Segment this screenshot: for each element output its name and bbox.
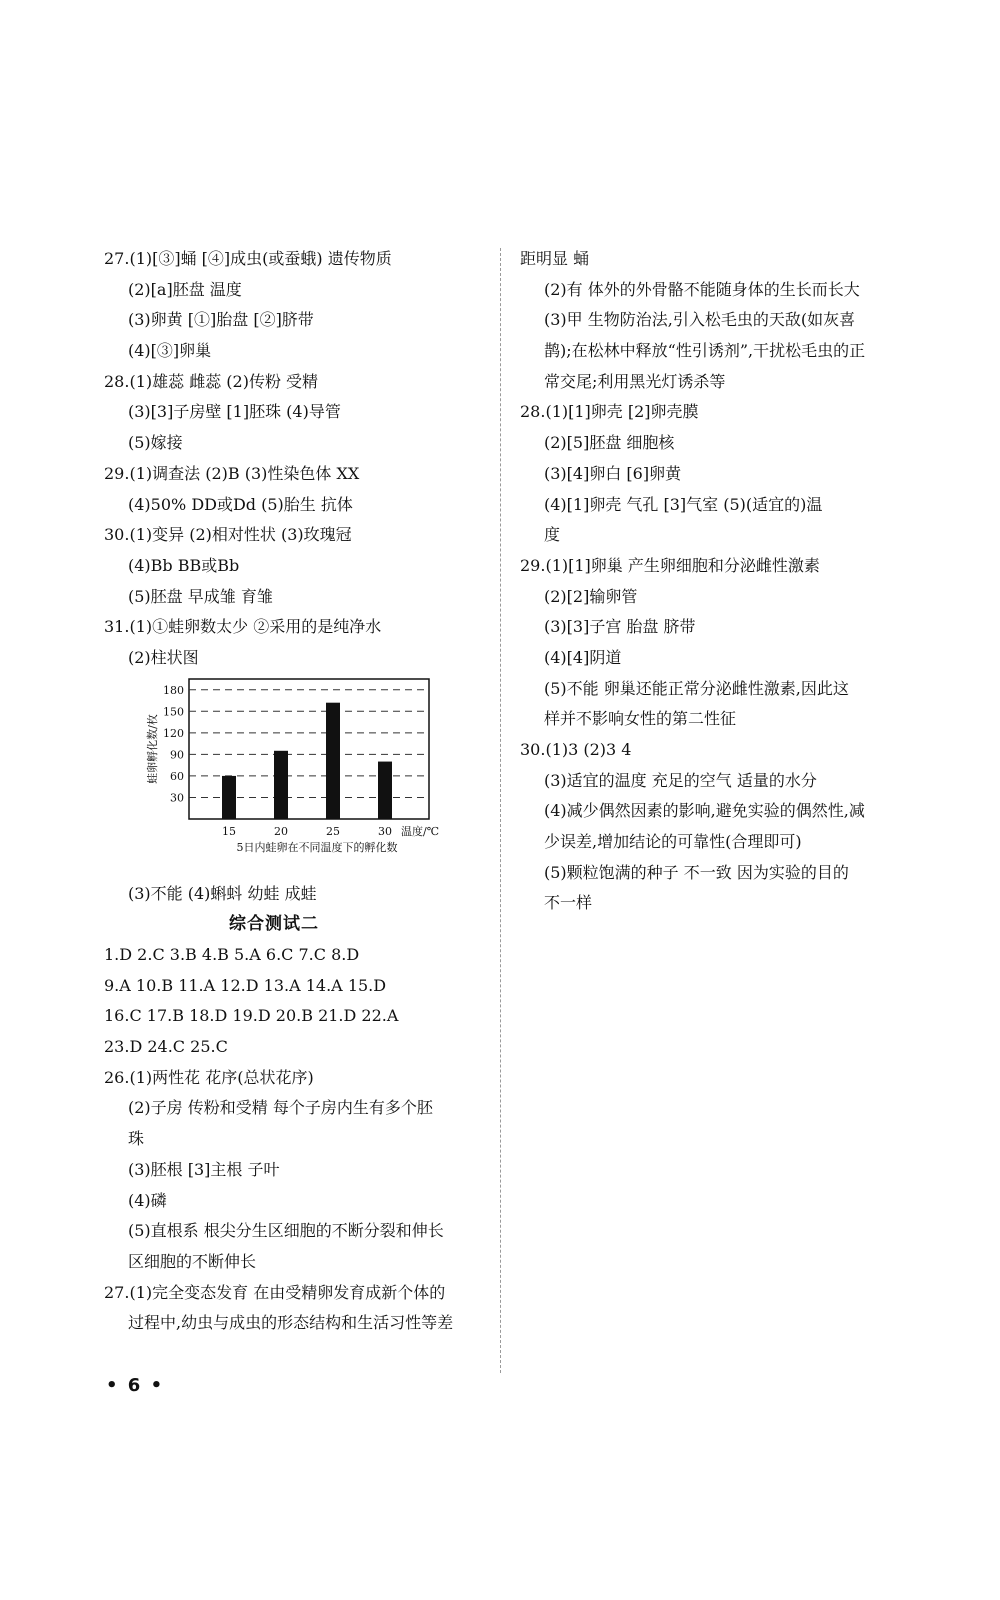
answer-line: (5)不能 卵巢还能正常分泌雌性激素,因此这 (544, 678, 849, 698)
answer-line: 9.A 10.B 11.A 12.D 13.A 14.A 15.D (104, 975, 387, 995)
answer-line: (5)直根系 根尖分生区细胞的不断分裂和伸长 (128, 1221, 444, 1241)
answer-line: 31.(1)①蛙卵数太少 ②采用的是纯净水 (104, 617, 382, 637)
y-tick-label: 60 (170, 769, 184, 783)
answer-line: (3)胚根 [3]主根 子叶 (128, 1159, 280, 1179)
y-tick-label: 180 (163, 683, 184, 697)
answer-line: (3)卵黄 [①]胎盘 [②]脐带 (128, 310, 314, 330)
answer-line: (4)磷 (128, 1190, 167, 1210)
answer-line: (4)减少偶然因素的影响,避免实验的偶然性,减 (544, 801, 865, 821)
left-answers-top (104, 244, 484, 674)
answer-line: (4)[4]阴道 (544, 647, 622, 667)
x-tick-label: 30 (378, 824, 392, 838)
answer-line: (4)50% DD或Dd (5)胎生 抗体 (128, 494, 353, 514)
answer-line: 距明显 蛹 (520, 249, 590, 268)
answer-line: (4)[1]卵壳 气孔 [3]气室 (5)(适宜的)温 (544, 494, 823, 514)
answer-line: (3)[3]子宫 胎盘 脐带 (544, 617, 696, 637)
answer-line: (3)不能 (4)蝌蚪 幼蛙 成蛙 (128, 883, 317, 903)
chart-caption: 5日内蛙卵在不同温度下的孵化数 (236, 840, 398, 854)
y-tick-label: 150 (163, 704, 184, 718)
answer-line: 30.(1)变异 (2)相对性状 (3)玫瑰冠 (104, 525, 352, 545)
answer-line: 27.(1)完全变态发育 在由受精卵发育成新个体的 (104, 1282, 446, 1302)
bar (378, 761, 392, 818)
answer-line: (3)[3]子房壁 [1]胚珠 (4)导管 (128, 402, 341, 422)
right-column (520, 244, 890, 919)
page-number: • 6 • (106, 1375, 165, 1396)
answer-line: 少误差,增加结论的可靠性(合理即可) (544, 832, 802, 852)
answer-line: (2)柱状图 (128, 647, 199, 667)
answer-line: 23.D 24.C 25.C (104, 1037, 228, 1057)
y-axis-label: 蛙卵孵化数/枚 (146, 713, 159, 784)
answer-line: 度 (544, 525, 561, 545)
answer-line: (5)嫁接 (128, 433, 183, 453)
answer-line: (2)[a]胚盘 温度 (128, 279, 242, 299)
answer-line: 28.(1)[1]卵壳 [2]卵壳膜 (520, 402, 699, 422)
answer-line: 不一样 (544, 893, 593, 913)
answer-line: 过程中,幼虫与成虫的形态结构和生活习性等差 (128, 1313, 454, 1333)
answer-line: 30.(1)3 (2)3 4 (520, 740, 632, 759)
x-tick-label: 20 (274, 824, 288, 838)
chart-svg (124, 674, 444, 879)
x-tick-label: 25 (326, 824, 340, 838)
right-answers (520, 244, 890, 919)
answer-line: 样并不影响女性的第二性征 (544, 709, 737, 729)
answer-line: 1.D 2.C 3.B 4.B 5.A 6.C 7.C 8.D (104, 945, 360, 964)
x-tick-label: 15 (222, 824, 236, 838)
answer-line: 珠 (128, 1129, 145, 1149)
answer-line: (5)颗粒饱满的种子 不一致 因为实验的目的 (544, 862, 849, 882)
section-title: 综合测试二 (229, 914, 319, 935)
answer-line: (4)Bb BB或Bb (128, 555, 240, 575)
answer-line: 区细胞的不断伸长 (128, 1251, 257, 1271)
answer-line: (2)[2]输卵管 (544, 586, 638, 606)
bar (274, 750, 288, 818)
answer-line: 27.(1)[③]蛹 [④]成虫(或蚕蛾) 遗传物质 (104, 249, 392, 268)
answer-line: (5)胚盘 早成雏 育雏 (128, 586, 273, 606)
left-answers-bottom (104, 940, 484, 1339)
answer-line: 29.(1)调查法 (2)B (3)性染色体 XX (104, 463, 360, 483)
answer-line: 鹊);在松林中释放“性引诱剂”,干扰松毛虫的正 (544, 341, 866, 361)
left-answers-after-chart (104, 879, 484, 910)
bar (326, 702, 340, 818)
answer-line: 29.(1)[1]卵巢 产生卵细胞和分泌雌性激素 (520, 555, 820, 575)
bar (222, 776, 236, 819)
column-divider (500, 248, 501, 1373)
y-tick-label: 90 (170, 748, 184, 762)
x-axis-label: 温度/℃ (400, 824, 439, 838)
y-tick-label: 30 (170, 791, 184, 805)
answer-line: (4)[③]卵巢 (128, 341, 212, 361)
answer-line: 26.(1)两性花 花序(总状花序) (104, 1067, 314, 1087)
answer-line: 28.(1)雄蕊 雌蕊 (2)传粉 受精 (104, 371, 319, 391)
answer-line: (3)[4]卵白 [6]卵黄 (544, 463, 682, 483)
y-tick-label: 120 (163, 726, 184, 740)
answer-line: (3)甲 生物防治法,引入松毛虫的天敌(如灰喜 (544, 310, 856, 330)
answer-line: (2)[5]胚盘 细胞核 (544, 433, 675, 453)
answer-line: 16.C 17.B 18.D 19.D 20.B 21.D 22.A (104, 1006, 399, 1026)
left-column (104, 244, 484, 1339)
answer-line: (2)有 体外的外骨骼不能随身体的生长而长大 (544, 279, 860, 299)
answer-line: (3)适宜的温度 充足的空气 适量的水分 (544, 770, 817, 790)
answer-line: (2)子房 传粉和受精 每个子房内生有多个胚 (128, 1098, 433, 1118)
hatching-bar-chart (124, 674, 484, 879)
answer-line: 常交尾;利用黑光灯诱杀等 (544, 371, 726, 391)
